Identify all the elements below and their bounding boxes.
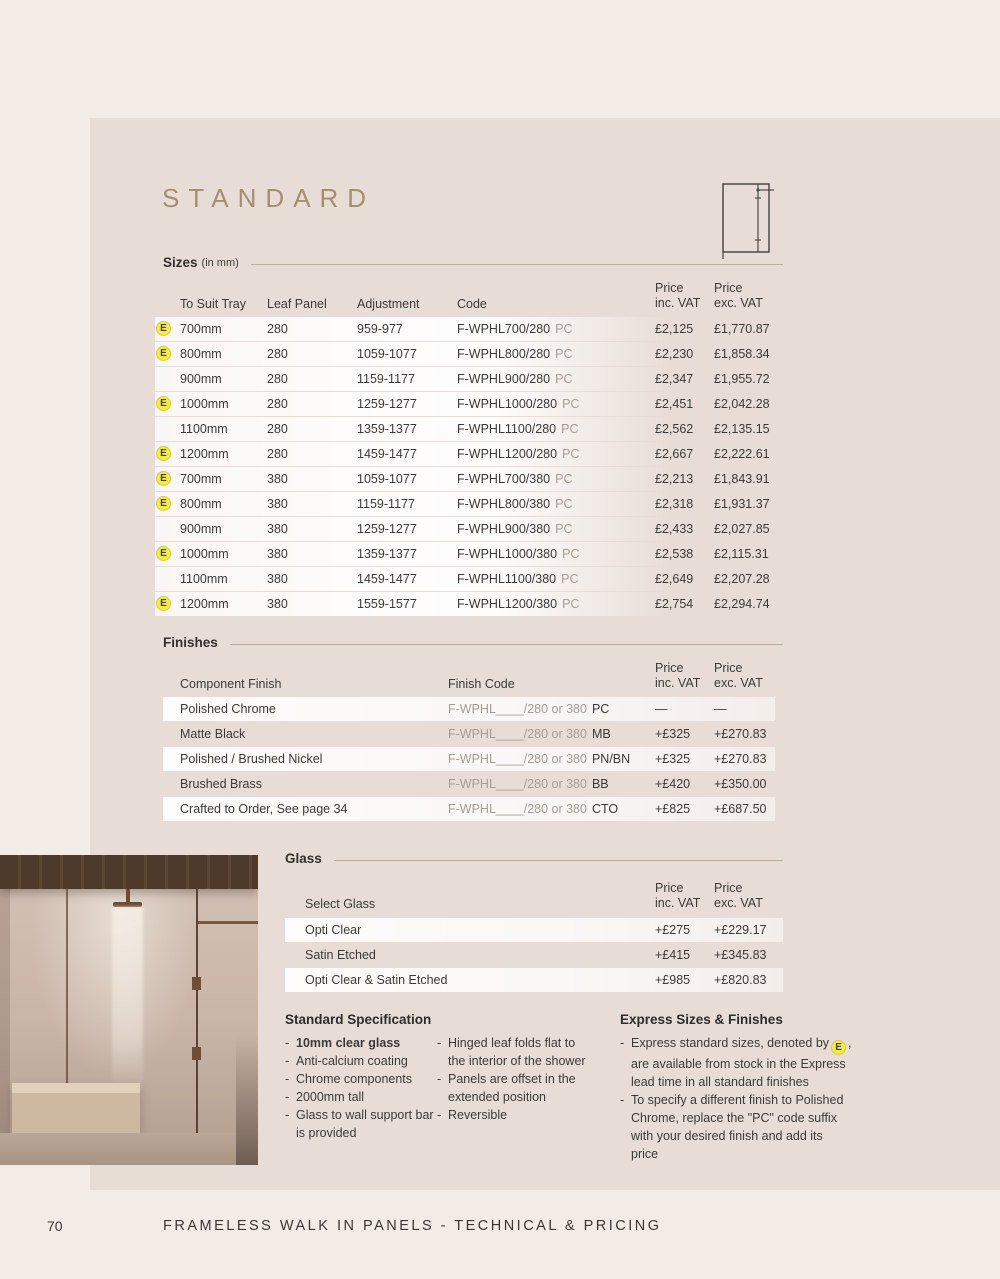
price-inc-cell: +£325: [655, 727, 691, 741]
express-badge: E: [156, 346, 171, 361]
code-suffix: PC: [555, 322, 573, 336]
finish-code-cell: F-WPHL____/280 or 380 PN/BN: [448, 752, 631, 766]
list-item: - 2000mm tall: [285, 1090, 365, 1104]
price-inc-cell: £2,538: [655, 547, 694, 561]
list-item: - Express standard sizes, denoted by E , are available from stock in the Express lead time in all standard finishes: [620, 1036, 852, 1089]
code-cell: F-WPHL900/280 PC: [457, 372, 573, 386]
heading-rule: [334, 860, 783, 861]
size-row: [155, 567, 783, 591]
code-suffix: PC: [561, 572, 579, 586]
code-suffix: PC: [562, 547, 580, 561]
finishes-table: [163, 697, 775, 822]
price-inc-cell: +£415: [655, 948, 691, 962]
price-exc-cell: +£687.50: [714, 802, 767, 816]
leaf-cell: 280: [267, 422, 288, 436]
tray-cell: 800mm: [180, 497, 222, 511]
code-prefix: F-WPHL____/280 or 380: [448, 802, 587, 816]
finishes-table-header: [163, 660, 775, 694]
size-row: [155, 492, 783, 516]
code-prefix: F-WPHL____/280 or 380: [448, 777, 587, 791]
price-exc-cell: £2,207.28: [714, 572, 770, 586]
size-row: [155, 467, 783, 491]
price-inc-cell: £2,562: [655, 422, 694, 436]
code-suffix: PC: [555, 497, 573, 511]
tray-cell: 1000mm: [180, 397, 229, 411]
standard-spec-heading: Standard Specification: [285, 1012, 432, 1027]
adjustment-cell: 1359-1377: [357, 422, 417, 436]
adjustment-cell: 1159-1177: [357, 372, 415, 386]
leaf-cell: 380: [267, 472, 288, 486]
price-inc-cell: £2,125: [655, 322, 694, 336]
code-suffix: PC: [562, 397, 580, 411]
tray-cell: 1100mm: [180, 422, 228, 436]
code-cell: F-WPHL900/380 PC: [457, 522, 573, 536]
finish-code-cell: F-WPHL____/280 or 380 PC: [448, 702, 610, 716]
col-header-price-inc: Price inc. VAT: [655, 661, 701, 690]
finish-row: [163, 797, 775, 821]
express-badge: E: [156, 471, 171, 486]
price-inc-cell: +£420: [655, 777, 691, 791]
price-inc-cell: £2,213: [655, 472, 694, 486]
price-inc-cell: —: [655, 702, 668, 716]
code-suffix: PC: [555, 372, 573, 386]
price-inc-cell: £2,754: [655, 597, 694, 611]
adjustment-cell: 1359-1377: [357, 547, 417, 561]
adjustment-cell: 1159-1177: [357, 497, 415, 511]
col-header-adjustment: Adjustment: [357, 297, 420, 311]
price-exc-cell: £2,294.74: [714, 597, 770, 611]
glass-row: [285, 943, 783, 967]
express-badge: E: [156, 396, 171, 411]
finish-name-cell: Polished / Brushed Nickel: [180, 752, 323, 766]
finish-row: [163, 747, 775, 771]
size-row: [155, 342, 783, 366]
photo-wood-ceiling: [0, 855, 258, 889]
price-exc-cell: £2,222.61: [714, 447, 770, 461]
price-inc-cell: £2,649: [655, 572, 694, 586]
glass-name-cell: Satin Etched: [305, 948, 376, 962]
express-item-2: To specify a different finish to Polished Chrome, replace the "PC" code suffix with your desired finish and add its price: [631, 1093, 844, 1161]
size-row: [155, 417, 783, 441]
sizes-section-heading: [163, 255, 783, 270]
standard-spec-list-2: [437, 1034, 589, 1124]
code-suffix: PC: [561, 422, 579, 436]
leaf-cell: 380: [267, 522, 288, 536]
tray-cell: 700mm: [180, 472, 222, 486]
col-header-price-inc: Price inc. VAT: [655, 281, 701, 310]
express-badge: E: [156, 496, 171, 511]
code-prefix: F-WPHL____/280 or 380: [448, 702, 587, 716]
code-cell: F-WPHL1100/280 PC: [457, 422, 579, 436]
heading-rule: [251, 264, 783, 265]
size-row: [155, 542, 783, 566]
express-item-1: Express standard sizes, denoted by E , are available from stock in the Express lead time in all standard finishes: [631, 1036, 852, 1089]
code-cell: F-WPHL1000/380 PC: [457, 547, 580, 561]
col-header-select-glass: Select Glass: [305, 897, 376, 911]
tray-cell: 1000mm: [180, 547, 229, 561]
list-item: - Chrome components: [285, 1072, 413, 1086]
price-exc-cell: £2,027.85: [714, 522, 770, 536]
code-cell: F-WPHL1200/280 PC: [457, 447, 580, 461]
size-row: [155, 367, 783, 391]
col-header-tray: To Suit Tray: [180, 297, 246, 311]
price-exc-cell: £1,843.91: [714, 472, 770, 486]
panel-diagram-drawing: [719, 178, 777, 260]
express-badge: E: [156, 321, 171, 336]
size-row: [155, 517, 783, 541]
glass-section-heading: [285, 851, 783, 866]
price-exc-cell: £1,858.34: [714, 347, 770, 361]
price-exc-cell: +£345.83: [714, 948, 767, 962]
col-header-price-exc: Price exc. VAT: [714, 881, 763, 910]
col-header-price-exc: Price exc. VAT: [714, 281, 763, 310]
price-inc-cell: +£275: [655, 923, 691, 937]
price-exc-cell: £1,931.37: [714, 497, 770, 511]
photo-hinge: [192, 1047, 201, 1060]
photo-glass-edge-right: [196, 889, 198, 1139]
col-header-component-finish: Component Finish: [180, 677, 282, 691]
panel-diagram: [719, 178, 777, 265]
heading-rule: [230, 644, 783, 645]
adjustment-cell: 1259-1277: [357, 522, 417, 536]
adjustment-cell: 1259-1277: [357, 397, 417, 411]
leaf-cell: 280: [267, 447, 288, 461]
glass-row: [285, 918, 783, 942]
tray-cell: 1200mm: [180, 597, 229, 611]
price-exc-cell: +£270.83: [714, 752, 767, 766]
finish-row: [163, 697, 775, 721]
standard-spec-list-1: [285, 1034, 435, 1142]
leaf-cell: 280: [267, 322, 288, 336]
adjustment-cell: 959-977: [357, 322, 403, 336]
glass-table-header: [285, 880, 783, 914]
express-badge: E: [831, 1040, 846, 1055]
price-exc-cell: £2,115.31: [714, 547, 769, 561]
leaf-cell: 380: [267, 547, 288, 561]
list-item: - 10mm clear glass: [285, 1036, 401, 1050]
tray-cell: 800mm: [180, 347, 222, 361]
finish-code-cell: F-WPHL____/280 or 380 BB: [448, 777, 609, 791]
col-header-price-inc: Price inc. VAT: [655, 881, 701, 910]
page-number: 70: [47, 1218, 63, 1234]
price-inc-cell: £2,667: [655, 447, 694, 461]
col-header-price-exc: Price exc. VAT: [714, 661, 763, 690]
glass-name-cell: Opti Clear: [305, 923, 362, 937]
code-cell: F-WPHL700/380 PC: [457, 472, 573, 486]
price-exc-cell: £2,135.15: [714, 422, 770, 436]
finish-row: [163, 722, 775, 746]
col-header-finish-code: Finish Code: [448, 677, 515, 691]
size-row: [155, 592, 783, 616]
glass-name-cell: Opti Clear & Satin Etched: [305, 973, 448, 987]
sizes-heading: Sizes: [163, 255, 198, 270]
price-exc-cell: +£820.83: [714, 973, 767, 987]
list-item: - Hinged leaf folds flat to the interior of the shower: [437, 1036, 586, 1068]
code-suffix: PC: [555, 347, 573, 361]
col-header-code: Code: [457, 297, 487, 311]
finish-code-cell: F-WPHL____/280 or 380 CTO: [448, 802, 619, 816]
list-item: - To specify a different finish to Polished Chrome, replace the "PC" code suffix with your desired finish and add its price: [620, 1091, 852, 1163]
code-cell: F-WPHL700/280 PC: [457, 322, 573, 336]
leaf-cell: 280: [267, 372, 288, 386]
tray-cell: 900mm: [180, 522, 222, 536]
col-header-leaf: Leaf Panel: [267, 297, 327, 311]
code-prefix: F-WPHL____/280 or 380: [448, 727, 587, 741]
adjustment-cell: 1059-1077: [357, 472, 417, 486]
photo-hinge: [192, 977, 201, 990]
leaf-cell: 380: [267, 597, 288, 611]
price-inc-cell: +£825: [655, 802, 691, 816]
leaf-cell: 380: [267, 572, 288, 586]
leaf-cell: 280: [267, 347, 288, 361]
price-exc-cell: +£350.00: [714, 777, 767, 791]
price-exc-cell: £1,955.72: [714, 372, 770, 386]
express-badge: E: [156, 546, 171, 561]
price-inc-cell: +£985: [655, 973, 691, 987]
express-list: [620, 1034, 852, 1163]
size-row: [155, 392, 783, 416]
code-cell: F-WPHL1100/380 PC: [457, 572, 579, 586]
shower-photo: [0, 855, 258, 1165]
price-inc-cell: £2,347: [655, 372, 694, 386]
price-exc-cell: £2,042.28: [714, 397, 770, 411]
price-inc-cell: £2,318: [655, 497, 694, 511]
tray-cell: 700mm: [180, 322, 222, 336]
code-suffix: PC: [555, 472, 573, 486]
tray-cell: 1200mm: [180, 447, 229, 461]
express-badge: E: [156, 446, 171, 461]
code-cell: F-WPHL1000/280 PC: [457, 397, 580, 411]
photo-right-shade: [236, 1035, 258, 1165]
price-inc-cell: +£325: [655, 752, 691, 766]
price-inc-cell: £2,433: [655, 522, 694, 536]
sizes-table: [155, 317, 783, 617]
tray-cell: 900mm: [180, 372, 222, 386]
express-badge: E: [156, 596, 171, 611]
photo-water-stream: [112, 907, 143, 1092]
size-row: [155, 442, 783, 466]
adjustment-cell: 1459-1477: [357, 447, 417, 461]
list-item: - Anti-calcium coating: [285, 1054, 408, 1068]
code-cell: F-WPHL800/280 PC: [457, 347, 573, 361]
adjustment-cell: 1059-1077: [357, 347, 417, 361]
price-inc-cell: £2,230: [655, 347, 694, 361]
leaf-cell: 280: [267, 397, 288, 411]
price-exc-cell: —: [714, 702, 727, 716]
list-item: - Panels are offset in the extended position: [437, 1072, 576, 1104]
leaf-cell: 380: [267, 497, 288, 511]
code-cell: F-WPHL800/380 PC: [457, 497, 573, 511]
size-row: [155, 317, 783, 341]
code-prefix: F-WPHL____/280 or 380: [448, 752, 587, 766]
sizes-table-header: [155, 280, 783, 314]
code-suffix: PC: [562, 447, 580, 461]
list-item: - Glass to wall support bar is provided: [285, 1108, 434, 1140]
photo-left-wall-shade: [0, 889, 10, 1133]
photo-bench: [12, 1083, 140, 1133]
glass-table: [285, 918, 783, 993]
glass-row: [285, 968, 783, 992]
finish-name-cell: Brushed Brass: [180, 777, 262, 791]
adjustment-cell: 1559-1577: [357, 597, 417, 611]
finish-name-cell: Polished Chrome: [180, 702, 276, 716]
finishes-heading: Finishes: [163, 635, 218, 650]
finish-row: [163, 772, 775, 796]
photo-floor: [0, 1133, 258, 1165]
footer-title: FRAMELESS WALK IN PANELS - TECHNICAL & PRICING: [163, 1218, 662, 1234]
photo-support-bar: [196, 921, 258, 924]
code-suffix: PC: [562, 597, 580, 611]
finishes-section-heading: [163, 635, 783, 650]
finish-name-cell: Crafted to Order, See page 34: [180, 802, 348, 816]
price-exc-cell: +£270.83: [714, 727, 767, 741]
list-item: - Reversible: [437, 1108, 508, 1122]
code-suffix: PC: [555, 522, 573, 536]
code-cell: F-WPHL1200/380 PC: [457, 597, 580, 611]
tray-cell: 1100mm: [180, 572, 228, 586]
glass-heading: Glass: [285, 851, 322, 866]
finish-code-cell: F-WPHL____/280 or 380 MB: [448, 727, 611, 741]
price-exc-cell: +£229.17: [714, 923, 767, 937]
finish-name-cell: Matte Black: [180, 727, 246, 741]
price-exc-cell: £1,770.87: [714, 322, 770, 336]
express-heading: Express Sizes & Finishes: [620, 1012, 783, 1027]
page-title: STANDARD: [162, 183, 376, 213]
sizes-heading-note: (in mm): [201, 256, 239, 269]
price-inc-cell: £2,451: [655, 397, 694, 411]
adjustment-cell: 1459-1477: [357, 572, 417, 586]
